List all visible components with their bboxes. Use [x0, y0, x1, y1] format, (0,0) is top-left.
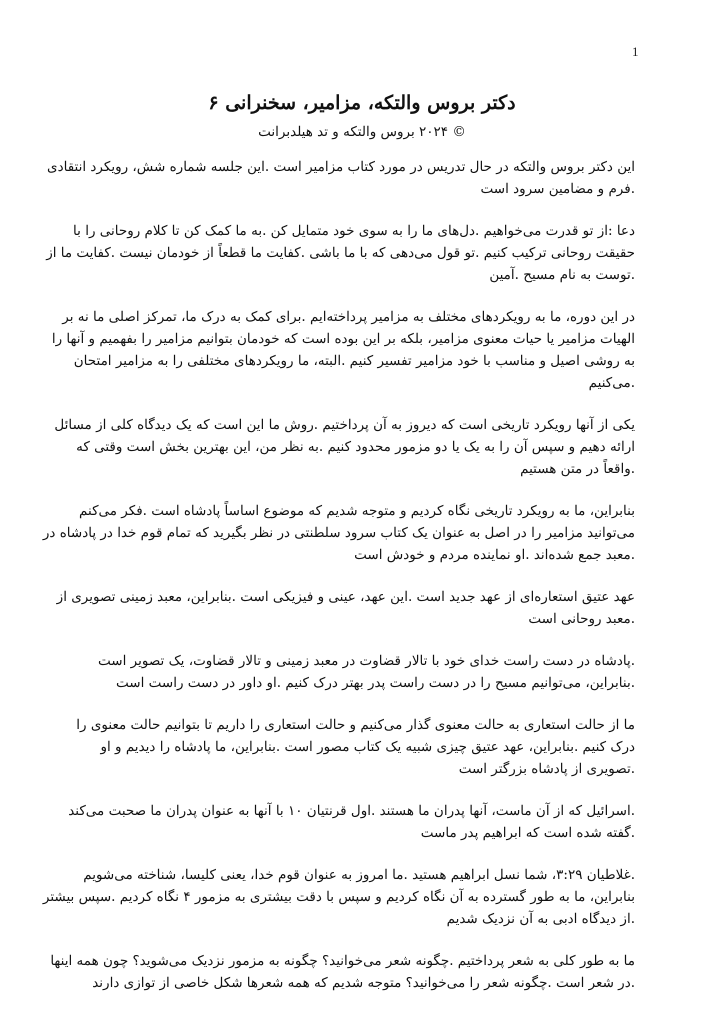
paragraph-line: .در شعر است .چگونه شعر را می‌خوانید؟ متوجه شدیم که همه شعرها شکل خاصی از توازی دارند: [92, 975, 635, 991]
paragraph-line: در این دوره، ما به رویکردهای مختلف به مزامیر پرداخته‌ایم .برای کمک به درک ما، تمرکز اصلی ما نه بر: [62, 309, 635, 325]
body-paragraph: [51, 306, 635, 394]
paragraph-line: .گفته شده است که ابراهیم پدر ماست: [420, 825, 635, 841]
body-paragraph: [68, 800, 635, 844]
paragraph-line: به روشی اصیل و مناسب با خود مزامیر تفسیر کنیم .البته، ما رویکردهای مختلفی را به مزامیر امتحان: [73, 353, 635, 369]
document-title: دکتر بروس والتکه، مزامیر، سخنرانی ۶: [208, 92, 516, 114]
body-paragraph: [90, 650, 635, 694]
paragraph-line: درک کنیم .بنابراین، عهد عتیق چیزی شبیه یک کتاب مصور است .بنابراین، ما پادشاه را دیدیم و او: [100, 739, 635, 755]
paragraph-line: می‌توانید مزامیر را در اصل به عنوان یک کتاب سرود سلطنتی در نظر بگیرید که تمام قوم خدا در پادشاه در: [42, 525, 635, 541]
body-paragraph: [56, 586, 635, 630]
paragraph-line: .غلاطیان ۳:۲۹، شما نسل ابراهیم هستید .ما امروز به عنوان قوم خدا، یعنی کلیسا، شناخته می‌شویم: [83, 867, 635, 883]
paragraph-line: .از دیدگاه ادبی به آن نزدیک شدیم: [446, 911, 635, 927]
document-body: [42, 156, 635, 1014]
paragraph-line: این دکتر بروس والتکه در حال تدریس در مورد کتاب مزامیر است .این جلسه شماره شش، رویکرد انتقادی: [47, 159, 635, 175]
paragraph-line: .معبد جمع شده‌اند .او نماینده مردم و خودش است: [354, 547, 635, 563]
paragraph-line: ما از حالت استعاری به حالت معنوی گذار می‌کنیم و حالت استعاری را داریم تا بتوانیم حالت معنوی را: [76, 717, 635, 733]
paragraph-line: .بنابراین، می‌توانیم مسیح را در دست راست پدر بهتر درک کنیم .او داور در دست راست است: [116, 675, 635, 691]
paragraph-line: بنابراین، ما به طور گسترده به آن نگاه کردیم و سپس با دقت بیشتری به مزمور ۴ نگاه کردیم .سپس بیشتر: [42, 889, 635, 905]
paragraph-line: .اسرائیل که از آن ماست، آنها پدران ما هستند .اول قرنتیان ۱۰ با آنها به عنوان پدران ما صحبت می‌کند: [68, 803, 635, 819]
paragraph-line: دعا :از تو قدرت می‌خواهیم .دل‌های ما را به سوی خود متمایل کن .به ما کمک کن تا کلام روحانی را با: [73, 223, 635, 239]
paragraph-line: .توست به نام مسیح .آمین: [489, 267, 635, 283]
body-paragraph: [42, 500, 635, 566]
paragraph-line: .فرم و مضامین سرود است: [480, 181, 635, 197]
paragraph-line: .پادشاه در دست راست خدای خود با تالار قضاوت در معبد زمینی و تالار قضاوت، یک تصویر است: [98, 653, 635, 669]
paragraph-line: .معبد روحانی است: [528, 611, 635, 627]
body-paragraph: [54, 414, 635, 480]
paragraph-line: بنابراین، ما به رویکرد تاریخی نگاه کردیم و متوجه شدیم که موضوع اساساً پادشاه است .فکر می‌کنم: [79, 503, 635, 519]
body-paragraph: [50, 950, 635, 994]
paragraph-line: ارائه دهیم و سپس آن را به یک یا دو مزمور محدود کنیم .به نظر من، این بهترین بخش است وقتی که: [76, 439, 635, 455]
body-paragraph: [42, 864, 635, 930]
paragraph-line: .تصویری از پادشاه بزرگتر است: [458, 761, 635, 777]
paragraph-line: .واقعاً در متن هستیم: [520, 461, 635, 477]
body-paragraph: [46, 220, 635, 286]
paragraph-line: یکی از آنها رویکرد تاریخی است که دیروز به آن پرداختیم .روش ما این است که یک دیدگاه کلی از مسائل: [54, 417, 635, 433]
copyright-line: © ۲۰۲۴ بروس والتکه و تد هیلدبرانت: [258, 124, 466, 140]
body-paragraph: [47, 156, 635, 200]
paragraph-line: حقیقت روحانی ترکیب کنیم .تو قول می‌دهی که با ما باشی .کفایت ما قطعاً از خودمان نیست .کفایت ما از: [46, 245, 635, 261]
paragraph-line: .می‌کنیم: [588, 375, 635, 391]
paragraph-line: الهیات مزامیر یا حیات معنوی مزامیر، بلکه بر این بوده است که خودمان بتوانیم مزامیر را بفهمیم و آنها را: [51, 331, 635, 347]
body-paragraph: [76, 714, 635, 780]
page-number: 1: [632, 44, 639, 59]
paragraph-line: عهد عتیق استعاره‌ای از عهد جدید است .این عهد، عینی و فیزیکی است .بنابراین، معبد زمینی تصویری از: [56, 589, 635, 605]
paragraph-line: ما به طور کلی به شعر پرداختیم .چگونه شعر می‌خوانید؟ چگونه به مزمور نزدیک می‌شوید؟ چون همه اینها: [50, 953, 635, 969]
